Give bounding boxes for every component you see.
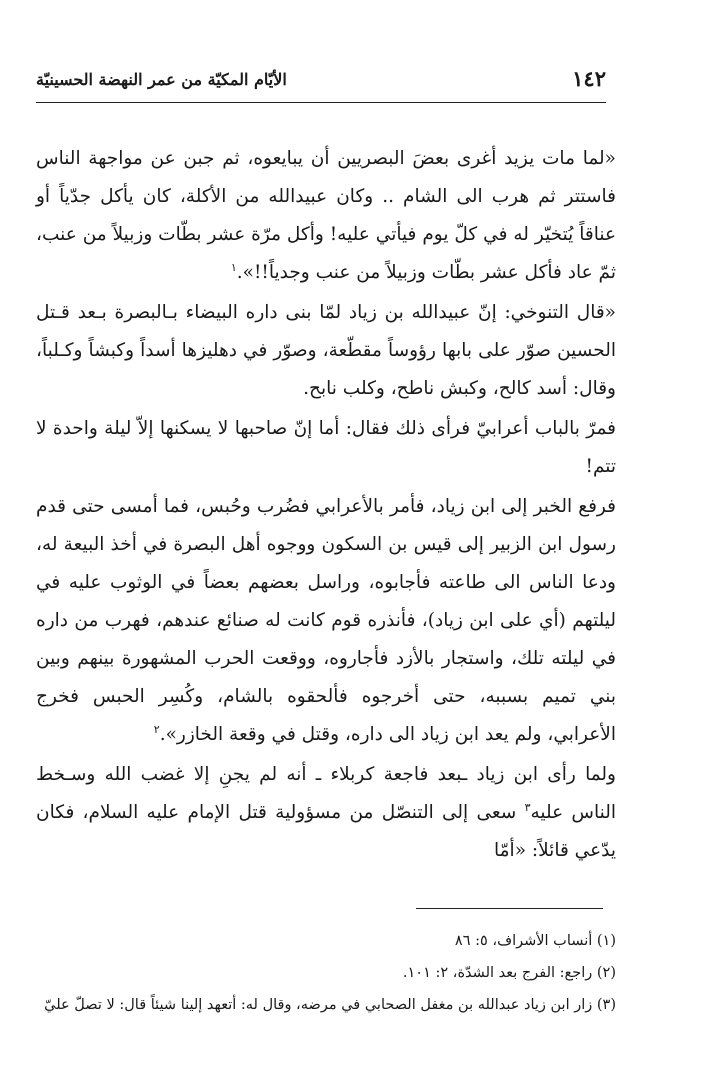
body-text [36,140,616,872]
page-number: ١٤٢ [572,66,606,91]
running-title: الأيّام المكيّة من عمر النهضة الحسينيّة [36,70,287,89]
paragraph-text: «لما مات يزيد أغرى بعضَ البصريين أن يبايعوه، ثم جبن عن مواجهة الناس فاستتر ثم هرب الى الشام .. وكان عبيدالله من الأكلة، كان يأكل جدّياً أو عناقاً يُتخيّر له في كلّ يوم فيأتي عليه! وأكل مرّة عشر بطّات وزبيلاً من عنب، ثمّ عاد فأكل عشر بطّات وزبيلاً من عنب وجدياً!!». [36,148,616,283]
paragraph-text: فرفع الخبر إلى ابن زياد، فأمر بالأعرابي فضُرب وحُبس، فما أمسى حتى قدم رسول ابن الزبير إلى قيس بن السكون ووجوه أهل البصرة في أخذ البيعة له، ودعا الناس الى طاعته فأجابوه، وراسل بعضهم بعضاً في الوثوب عليه في ليلتهم (أي على ابن زياد)، فأنذره قوم كانت له صنائع عندهم، فهرب من داره في ليلته تلك، واستجار بالأزد فأجاروه، ووقعت الحرب المشهورة بينهم وبين بني تميم بسببه، حتى أخرجوه فألحقوه بالشام، وكُسِر الحبس فخرج الأعرابي، ولم يعد ابن زياد الى داره، وقتل في وقعة الخازر». [36,496,616,745]
paragraph [36,410,616,486]
paragraph [36,294,616,408]
paragraph-text: «قال التنوخي: إنّ عبيدالله بن زياد لمّا بنى داره البيضاء بـالبصرة بـعد قـتل الحسين صوّر على بابها رؤوساً مقطّعة، وصوّر في دهليزها أسداً وكبشاً وكـلباً، وقال: أسد كالح، وكبش ناطح، وكلب نابح. [36,302,616,399]
paragraph [36,140,616,292]
paragraph [36,756,616,870]
paragraph [36,488,616,754]
page-header [36,62,606,103]
paragraph-text: فمرّ بالباب أعرابيّ فرأى ذلك فقال: أما إنّ صاحبها لا يسكنها إلاّ ليلة واحدة لا تتم! [36,418,616,477]
footnote-2: (٢) راجع: الفرج بعد الشدّة، ٢: ١٠١. [402,965,616,981]
paragraph-text-continued: سعى إلى التنصّل من مسؤولية قتل الإمام عليه السلام، فكان يدّعي قائلاً: «أمّا [36,802,616,861]
footnote-marker: ٣ [524,800,531,814]
footnote-marker: ١ [230,260,237,274]
footnote-separator [416,908,603,909]
footnote-3: (٣) زار ابن زياد عبدالله بن مغفل الصحابي في مرضه، وقال له: أتعهد إلينا شيئاً قال: لا تصلّ عليّ [44,997,616,1013]
footnotes [36,925,616,1021]
paragraph-text: ولما رأى ابن زياد ـبعد فاجعة كربلاء ـ أنه لم يجنِ إلا غضب الله وسـخط الناس عليه [36,764,616,823]
footnote-1: (١) أنساب الأشراف، ٥: ٨٦ [454,933,616,949]
footnote-marker: ٢ [153,722,160,736]
